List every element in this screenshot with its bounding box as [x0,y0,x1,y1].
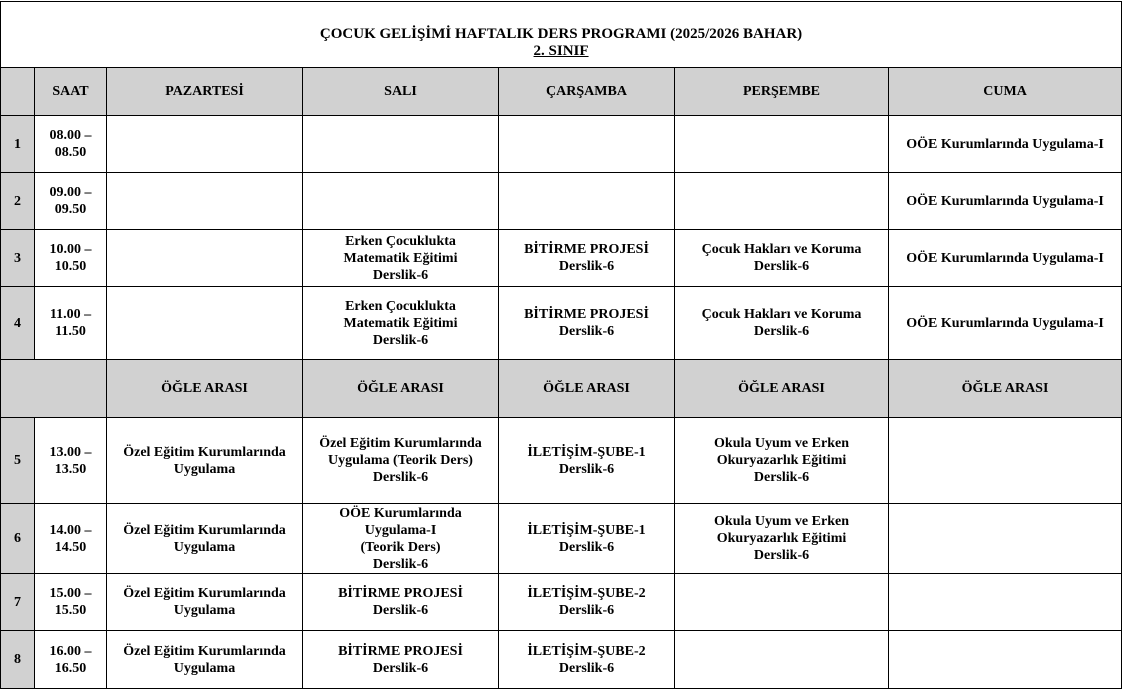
time-cell [35,504,107,574]
lesson-cell-monday [107,574,303,631]
cell-text-line: 16.50 [54,660,87,676]
row-number: 8 [1,631,35,689]
cell-text-line: Çocuk Hakları ve Koruma [701,242,862,257]
lesson-cell-monday [107,504,303,574]
cell-text-line: OÖE Kurumlarında [339,505,462,521]
cell-text-line: Çocuk Hakları ve Koruma [701,307,862,322]
cell-text-line: 11.00 – [49,307,92,322]
header-day-tuesday: SALI [303,68,499,116]
time-cell [35,173,107,230]
cell-text-line: Derslik-6 [372,556,429,572]
time-cell [35,418,107,504]
lesson-cell-thursday [675,574,889,631]
cell-text-line: BİTİRME PROJESİ [524,307,649,322]
lesson-cell-tuesday [303,418,499,504]
cell-text-line: İLETİŞİM-ŞUBE-2 [527,586,646,601]
lunch-label-friday: ÖĞLE ARASI [889,360,1122,418]
lunch-label-thursday: ÖĞLE ARASI [675,360,889,418]
lesson-cell-tuesday [303,574,499,631]
cell-text-line: 14.50 [54,539,87,555]
cell-text-line: Derslik-6 [753,324,810,339]
cell-text-line: 10.50 [54,259,87,274]
schedule-row [1,631,1122,689]
cell-text-line: İLETİŞİM-ŞUBE-1 [527,444,646,460]
page-subtitle: 2. SINIF [533,42,589,59]
cell-text-line: BİTİRME PROJESİ [338,586,463,601]
cell-text-line: 15.50 [54,603,87,618]
cell-text-line: OÖE Kurumlarında Uygulama-I [906,193,1104,209]
title-cell [1,2,1122,68]
cell-text-line: Uygulama [173,461,236,477]
lunch-label-wednesday: ÖĞLE ARASI [499,360,675,418]
cell-text-line: 08.00 – [49,128,92,143]
cell-text-line: Derslik-6 [372,603,429,618]
lunch-label-tuesday: ÖĞLE ARASI [303,360,499,418]
cell-text-line: Uygulama (Teorik Ders) [328,453,473,468]
lesson-cell-thursday [675,287,889,360]
cell-text-line: OÖE Kurumlarında Uygulama-I [906,250,1104,266]
row-number: 6 [1,504,35,574]
lesson-cell-thursday [675,631,889,689]
cell-text-line: Özel Eğitim Kurumlarında [123,522,286,538]
lesson-cell-tuesday [303,230,499,287]
cell-text-line: Derslik-6 [372,332,429,348]
cell-text-line: Derslik-6 [372,267,429,283]
cell-text-line: 13.50 [54,461,87,477]
header-day-monday: PAZARTESİ [107,68,303,116]
time-cell [35,230,107,287]
cell-text-line: Uygulama [173,603,236,618]
header-empty-cell [1,68,35,116]
row-number: 4 [1,287,35,360]
lesson-cell-friday [889,574,1122,631]
cell-text-line: Derslik-6 [558,660,615,676]
schedule-row [1,418,1122,504]
lesson-cell-thursday [675,504,889,574]
lesson-cell-thursday [675,230,889,287]
cell-text-line: 16.00 – [49,643,92,659]
cell-text-line: OÖE Kurumlarında Uygulama-I [906,136,1104,152]
cell-text-line: 09.00 – [49,185,92,200]
lesson-cell-thursday [675,173,889,230]
cell-text-line: Derslik-6 [558,259,615,274]
cell-text-line: Matematik Eğitimi [343,250,458,266]
lesson-cell-friday [889,504,1122,574]
time-cell [35,574,107,631]
lesson-cell-tuesday [303,287,499,360]
lesson-cell-monday [107,230,303,287]
lesson-cell-friday [889,418,1122,504]
schedule-row [1,574,1122,631]
header-saat: SAAT [35,68,107,116]
schedule-row [1,116,1122,173]
cell-text-line: Okula Uyum ve Erken [714,514,849,529]
cell-text-line: (Teorik Ders) [360,539,441,555]
schedule-row [1,287,1122,360]
cell-text-line: Uygulama [173,539,236,555]
time-cell [35,631,107,689]
cell-text-line: Derslik-6 [558,539,615,555]
cell-text-line: Derslik-6 [558,461,615,477]
header-day-wednesday: ÇARŞAMBA [499,68,675,116]
row-number: 3 [1,230,35,287]
cell-text-line: Matematik Eğitimi [343,315,458,331]
cell-text-line: Özel Eğitim Kurumlarında [123,643,286,659]
lesson-cell-tuesday [303,116,499,173]
cell-text-line: OÖE Kurumlarında Uygulama-I [906,315,1104,331]
lesson-cell-monday [107,418,303,504]
cell-text-line: 14.00 – [49,522,92,538]
header-row [1,68,1122,116]
cell-text-line: Özel Eğitim Kurumlarında [123,586,286,601]
lesson-cell-friday [889,287,1122,360]
header-day-thursday: PERŞEMBE [675,68,889,116]
lesson-cell-wednesday [499,287,675,360]
cell-text-line: 09.50 [54,202,87,217]
cell-text-line: 15.00 – [49,586,92,601]
row-number: 7 [1,574,35,631]
page-title: ÇOCUK GELİŞİMİ HAFTALIK DERS PROGRAMI (2025/2026 BAHAR) [319,25,803,42]
lesson-cell-monday [107,173,303,230]
lesson-cell-wednesday [499,574,675,631]
cell-text-line: Derslik-6 [753,548,810,563]
lesson-cell-tuesday [303,504,499,574]
cell-text-line: BİTİRME PROJESİ [524,242,649,257]
row-number: 2 [1,173,35,230]
cell-text-line: Uygulama-I [364,522,437,538]
cell-text-line: Okula Uyum ve Erken [714,436,849,451]
cell-text-line: 10.00 – [49,242,92,257]
lesson-cell-wednesday [499,173,675,230]
cell-text-line: İLETİŞİM-ŞUBE-1 [527,522,646,538]
cell-text-line: Uygulama [173,660,236,676]
lesson-cell-monday [107,116,303,173]
time-cell [35,287,107,360]
lesson-cell-wednesday [499,230,675,287]
cell-text-line: Özel Eğitim Kurumlarında [319,436,482,451]
cell-text-line: Derslik-6 [372,470,429,485]
cell-text-line: 08.50 [54,145,87,160]
lunch-break-row [1,360,1122,418]
cell-text-line: BİTİRME PROJESİ [338,643,463,659]
lesson-cell-friday [889,631,1122,689]
row-number: 5 [1,418,35,504]
lunch-empty-cell [1,360,107,418]
header-day-friday: CUMA [889,68,1122,116]
lesson-cell-wednesday [499,504,675,574]
cell-text-line: 13.00 – [49,444,92,460]
lunch-label-monday: ÖĞLE ARASI [107,360,303,418]
lesson-cell-monday [107,631,303,689]
cell-text-line: Okuryazarlık Eğitimi [716,453,847,468]
lesson-cell-monday [107,287,303,360]
lesson-cell-friday [889,116,1122,173]
row-number: 1 [1,116,35,173]
cell-text-line: Özel Eğitim Kurumlarında [123,444,286,460]
cell-text-line: Derslik-6 [753,259,810,274]
lesson-cell-wednesday [499,631,675,689]
lesson-cell-tuesday [303,173,499,230]
lesson-cell-friday [889,173,1122,230]
cell-text-line: 11.50 [55,324,86,339]
weekly-schedule-table [0,1,1122,689]
lesson-cell-thursday [675,418,889,504]
schedule-row [1,173,1122,230]
cell-text-line: İLETİŞİM-ŞUBE-2 [527,643,646,659]
lesson-cell-tuesday [303,631,499,689]
schedule-row [1,230,1122,287]
cell-text-line: Erken Çocuklukta [345,233,456,249]
cell-text-line: Derslik-6 [558,603,615,618]
cell-text-line: Okuryazarlık Eğitimi [716,531,847,546]
lesson-cell-wednesday [499,116,675,173]
cell-text-line: Derslik-6 [372,660,429,676]
cell-text-line: Derslik-6 [753,470,810,485]
cell-text-line: Derslik-6 [558,324,615,339]
lesson-cell-thursday [675,116,889,173]
schedule-row [1,504,1122,574]
lesson-cell-friday [889,230,1122,287]
time-cell [35,116,107,173]
lesson-cell-wednesday [499,418,675,504]
cell-text-line: Erken Çocuklukta [345,298,456,314]
